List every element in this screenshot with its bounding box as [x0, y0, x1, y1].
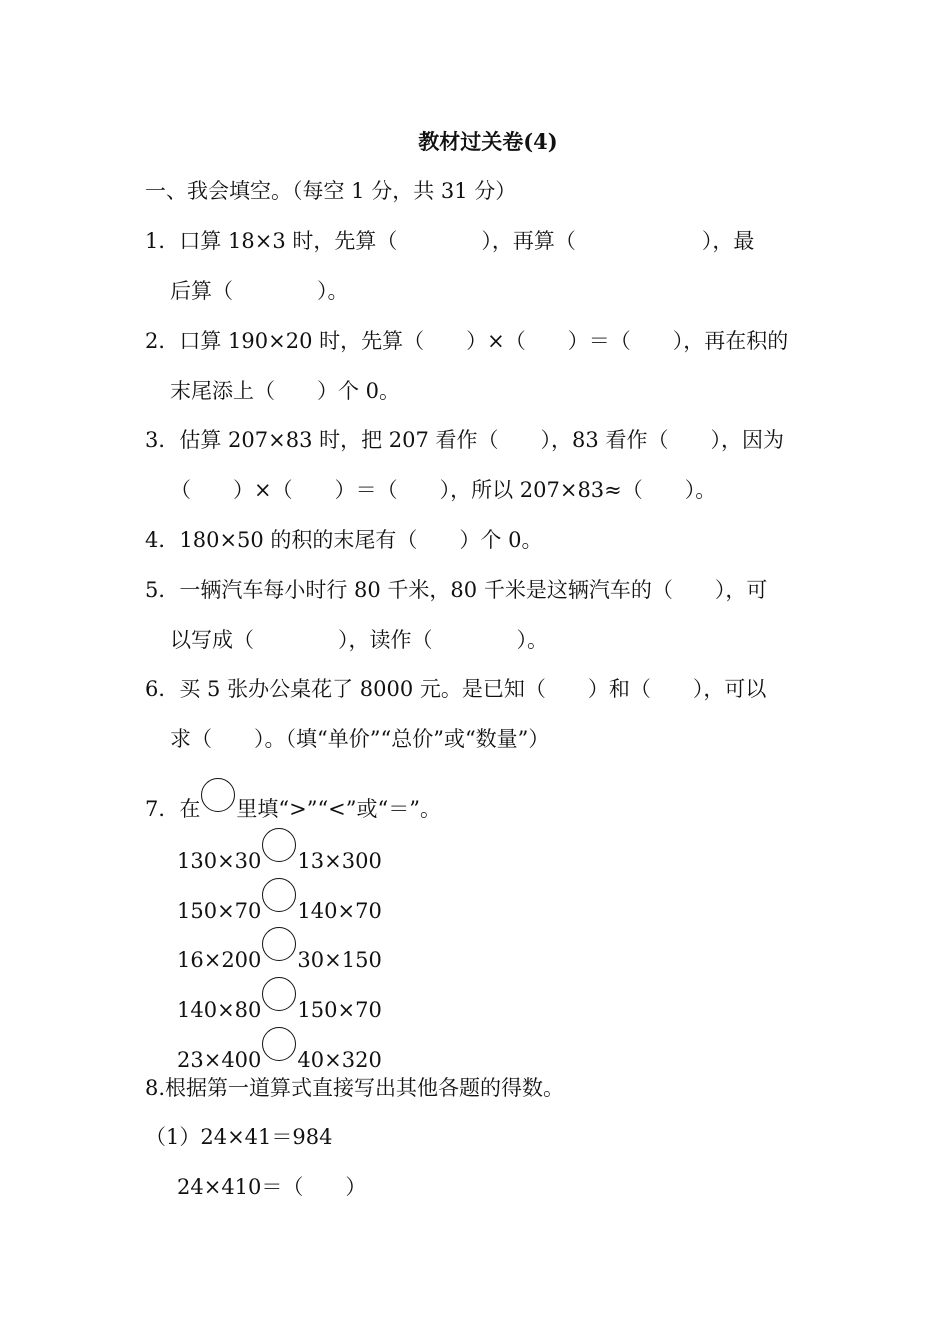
- compare-right: 13×300: [297, 849, 382, 873]
- compare-left: 23×400: [177, 1048, 262, 1072]
- question-1-line-1: 1．口算 18×3 时，先算（ ），再算（ ），最: [145, 229, 755, 253]
- compare-row: [177, 1027, 382, 1073]
- section-1-heading: 一、我会填空。（每空 1 分，共 31 分）: [145, 179, 517, 203]
- question-8-part-1: （1）24×41＝984: [145, 1125, 333, 1149]
- question-6-line-2: 求（ ）。（填“单价”“总价”或“数量”）: [170, 727, 550, 751]
- question-5-line-2: 以写成（ ），读作（ ）。: [170, 628, 548, 652]
- compare-right: 40×320: [297, 1048, 382, 1072]
- question-6-line-1: 6．买 5 张办公桌花了 8000 元。是已知（ ）和（ ），可以: [145, 677, 767, 701]
- question-4: 4．180×50 的积的末尾有（ ）个 0。: [145, 528, 543, 552]
- answer-circle[interactable]: [262, 878, 296, 912]
- compare-row: [177, 878, 382, 924]
- answer-circle[interactable]: [262, 1027, 296, 1061]
- compare-left: 130×30: [177, 849, 262, 873]
- question-2-line-1: 2．口算 190×20 时，先算（ ）×（ ）＝（ ），再在积的: [145, 329, 789, 353]
- answer-circle[interactable]: [262, 828, 296, 862]
- question-3-line-1: 3．估算 207×83 时，把 207 看作（ ），83 看作（ ），因为: [145, 428, 784, 452]
- question-2-line-2: 末尾添上（ ）个 0。: [170, 379, 401, 403]
- compare-right: 150×70: [297, 998, 382, 1022]
- answer-circle[interactable]: [262, 927, 296, 961]
- question-7-prefix: 7．在: [145, 797, 201, 821]
- compare-row: [177, 977, 382, 1023]
- question-7-suffix: 里填“>”“<”或“＝”。: [236, 797, 441, 821]
- question-3-line-2: （ ）×（ ）＝（ ），所以 207×83≈（ ）。: [170, 478, 717, 502]
- compare-right: 140×70: [297, 899, 382, 923]
- compare-row: [177, 828, 382, 874]
- question-8-heading: 8.根据第一道算式直接写出其他各题的得数。: [145, 1076, 565, 1100]
- compare-left: 16×200: [177, 948, 262, 972]
- compare-left: 150×70: [177, 899, 262, 923]
- compare-left: 140×80: [177, 998, 262, 1022]
- compare-right: 30×150: [297, 948, 382, 972]
- question-8-part-1-blank: 24×410＝（ ）: [177, 1175, 367, 1199]
- paper-title: 教材过关卷(4): [418, 129, 558, 154]
- blank-circle-icon: [201, 778, 235, 812]
- answer-circle[interactable]: [262, 977, 296, 1011]
- compare-row: [177, 927, 382, 973]
- question-7-prompt: [145, 778, 441, 822]
- question-1-line-2: 后算（ ）。: [170, 279, 349, 303]
- question-5-line-1: 5．一辆汽车每小时行 80 千米，80 千米是这辆汽车的（ ），可: [145, 578, 768, 602]
